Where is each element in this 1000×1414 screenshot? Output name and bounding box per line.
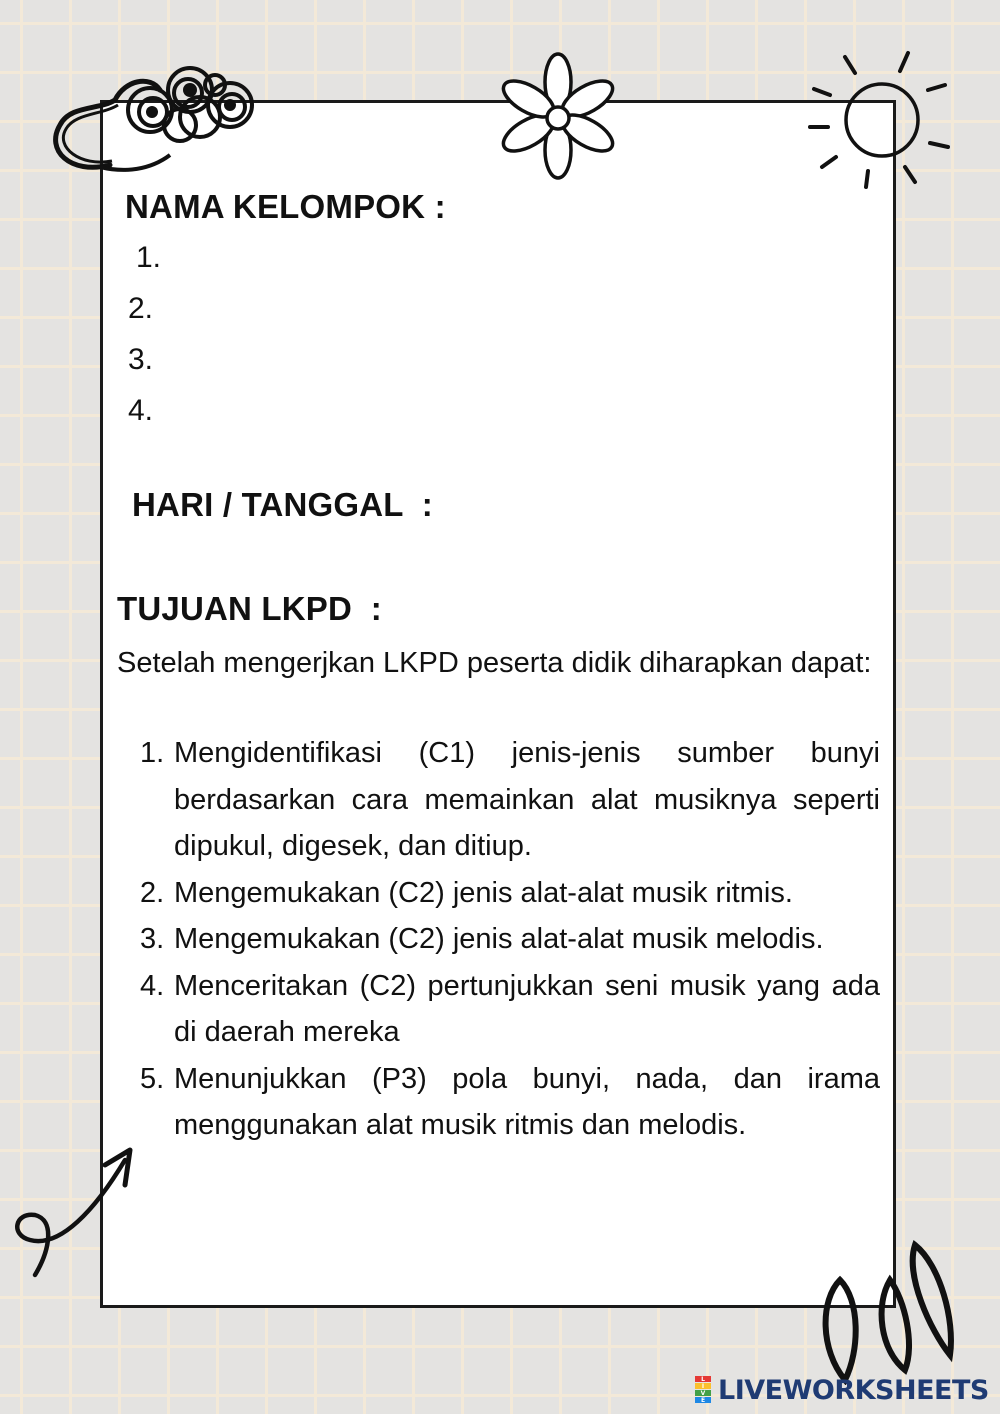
liveworksheets-logo-icon — [692, 1375, 714, 1405]
list-item — [140, 963, 880, 1056]
item-text: Mengidentifikasi (C1) jenis-jenis sumber bunyi berdasarkan cara memainkan alat musiknya seperti dipukul, digesek, dan ditiup. — [174, 737, 880, 862]
liveworksheets-watermark[interactable] — [692, 1374, 989, 1406]
logo-letter: I — [701, 1383, 705, 1390]
item-number: 3. — [140, 923, 165, 955]
logo-letter: L — [701, 1376, 705, 1383]
item-text: Menceritakan (C2) pertunjukkan seni musik yang ada di daerah mereka — [174, 969, 880, 1048]
logo-letter: V — [700, 1390, 706, 1397]
item-text: Mengemukakan (C2) jenis alat-alat musik ritmis. — [174, 876, 793, 909]
date-title: HARI / TANGGAL : — [132, 486, 433, 523]
item-text: Mengemukakan (C2) jenis alat-alat musik melodis. — [174, 923, 824, 955]
flower-icon — [500, 52, 620, 182]
objectives-title: TUJUAN LKPD : — [117, 590, 382, 627]
scribble-cloud-icon — [40, 55, 270, 185]
curly-arrow-icon — [5, 1140, 145, 1285]
group-name-title: NAMA KELOMPOK : — [125, 188, 446, 225]
list-item — [140, 870, 880, 917]
objectives-intro: Setelah mengerjkan LKPD peserta didik diharapkan dapat: — [117, 647, 872, 679]
list-item — [140, 1056, 880, 1149]
item-number: 4. — [140, 969, 165, 1002]
member-number-4: 4. — [128, 394, 154, 427]
member-number-3: 3. — [128, 343, 154, 376]
member-number-1: 1. — [136, 241, 162, 274]
watermark-text: LIVEWORKSHEETS — [718, 1374, 989, 1406]
logo-letter: E — [700, 1397, 706, 1404]
objectives-list — [140, 730, 880, 1149]
list-item — [140, 730, 880, 870]
item-number: 2. — [140, 876, 165, 909]
item-number: 5. — [140, 1062, 165, 1095]
sun-icon — [800, 45, 960, 195]
item-number: 1. — [140, 737, 165, 769]
item-text: Menunjukkan (P3) pola bunyi, nada, dan irama menggunakan alat musik ritmis dan melodis. — [174, 1062, 880, 1141]
leaves-icon — [805, 1235, 965, 1385]
member-number-2: 2. — [128, 292, 154, 325]
list-item — [140, 916, 880, 963]
